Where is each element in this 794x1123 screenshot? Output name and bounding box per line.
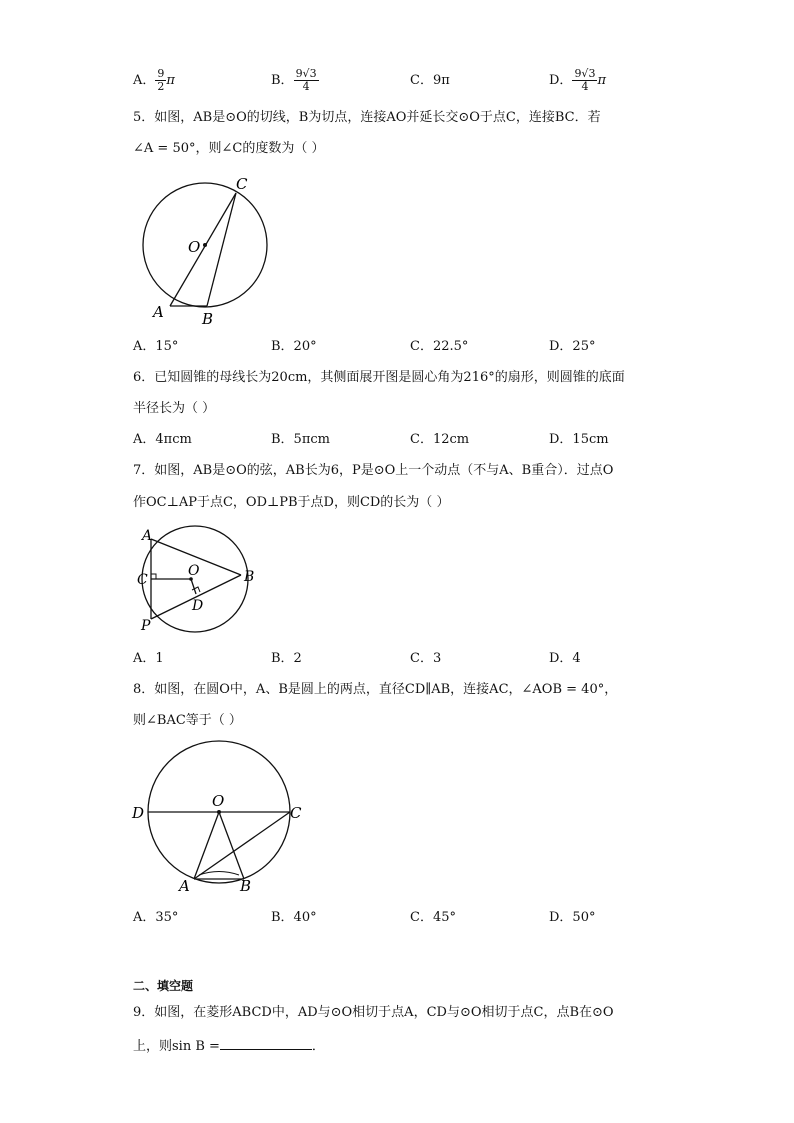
center-point	[217, 810, 221, 814]
right-angle-d	[192, 587, 200, 592]
label-p: P	[141, 618, 151, 634]
label-c: C	[236, 175, 248, 193]
q6-option-a[interactable]: A．4πcm	[133, 432, 192, 447]
q4-option-d[interactable]: D． $\frac{9√3}{4}$ π	[549, 67, 606, 93]
label-a: A	[142, 528, 153, 544]
label-o: O	[188, 563, 200, 579]
q6-stem-line1: 6．已知圆锥的母线长为20cm，其侧面展开图是圆心角为216°的扇形，则圆锥的底面	[133, 370, 625, 385]
label-o: O	[212, 792, 225, 810]
center-point	[203, 243, 207, 247]
option-letter: D．	[549, 73, 573, 88]
q9-stem-line1: 9．如图，在菱形ABCD中，AD与⊙O相切于点A，CD与⊙O相切于点C，点B在⊙O	[133, 1005, 614, 1020]
label-a: A	[153, 303, 164, 321]
label-c: C	[137, 572, 148, 588]
q5-stem-line2: ∠A = 50°，则∠C的度数为（ ）	[133, 141, 325, 156]
segment-od	[191, 579, 196, 594]
label-d: D	[132, 804, 145, 822]
fraction: $\frac{9}{2}$	[157, 67, 165, 93]
section-title: 二、填空题	[133, 979, 194, 993]
label-b: B	[202, 310, 214, 328]
q7-stem-line2: 作OC⊥AP于点C，OD⊥PB于点D，则CD的长为（ ）	[133, 495, 450, 510]
q8-option-d[interactable]: D．50°	[549, 910, 596, 925]
q4-option-a[interactable]: A． $\frac{9}{2}$ π	[133, 67, 175, 93]
answer-blank[interactable]	[220, 1035, 312, 1050]
q5-option-c[interactable]: C．22.5°	[410, 339, 469, 354]
q5-option-d[interactable]: D．25°	[549, 339, 596, 354]
option-letter: B．	[271, 73, 294, 88]
q8-figure	[130, 738, 310, 898]
label-b: B	[244, 569, 255, 585]
q7-option-a[interactable]: A．1	[133, 651, 164, 666]
q5-option-a[interactable]: A．15°	[133, 339, 179, 354]
option-letter: A．	[133, 73, 156, 88]
right-angle-c	[151, 574, 156, 579]
q4-option-b[interactable]	[271, 68, 319, 93]
fraction: $\frac{9√3}{4}$	[295, 67, 317, 93]
q8-option-b[interactable]: B．40°	[271, 910, 317, 925]
q8-stem-line1: 8．如图，在圆O中，A、B是圆上的两点，直径CD∥AB，连接AC，∠AOB = 40°，	[133, 682, 618, 697]
segment-bc	[207, 193, 236, 306]
q6-stem-line2: 半径长为（ ）	[133, 401, 216, 416]
label-d: D	[192, 598, 204, 614]
q6-option-b[interactable]: B．5πcm	[271, 432, 330, 447]
q5-figure	[130, 172, 280, 332]
q4-option-c[interactable]: C．9π	[410, 73, 450, 88]
q6-option-c[interactable]: C．12cm	[410, 432, 470, 447]
segment-ac	[194, 812, 290, 879]
q8-stem-line2: 则∠BAC等于（ ）	[133, 713, 242, 728]
segment-ac	[170, 193, 236, 306]
q7-option-c[interactable]: C．3	[410, 651, 442, 666]
q5-stem-line1: 5．如图，AB是⊙O的切线，B为切点，连接AO并延长交⊙O于点C，连接BC．若	[133, 110, 601, 125]
radius-oa	[194, 812, 219, 879]
q8-option-a[interactable]: A．35°	[133, 910, 179, 925]
label-c: C	[290, 804, 302, 822]
q7-option-b[interactable]: B．2	[271, 651, 302, 666]
q9-stem-line2: 上，则sin B = ．	[133, 1035, 325, 1056]
q5-option-b[interactable]: B．20°	[271, 339, 317, 354]
label-a: A	[179, 877, 190, 895]
q8-option-c[interactable]: C．45°	[410, 910, 456, 925]
q7-option-d[interactable]: D．4	[549, 651, 581, 666]
q6-option-d[interactable]: D．15cm	[549, 432, 609, 447]
q7-stem-line1: 7．如图，AB是⊙O的弦，AB长为6，P是⊙O上一个动点（不与A、B重合）．过点O	[133, 463, 614, 478]
radius-ob	[219, 812, 244, 879]
fraction: $\frac{9√3}{4}$	[574, 67, 596, 93]
label-b: B	[240, 877, 252, 895]
label-o: O	[188, 238, 201, 256]
q7-figure	[130, 524, 270, 639]
